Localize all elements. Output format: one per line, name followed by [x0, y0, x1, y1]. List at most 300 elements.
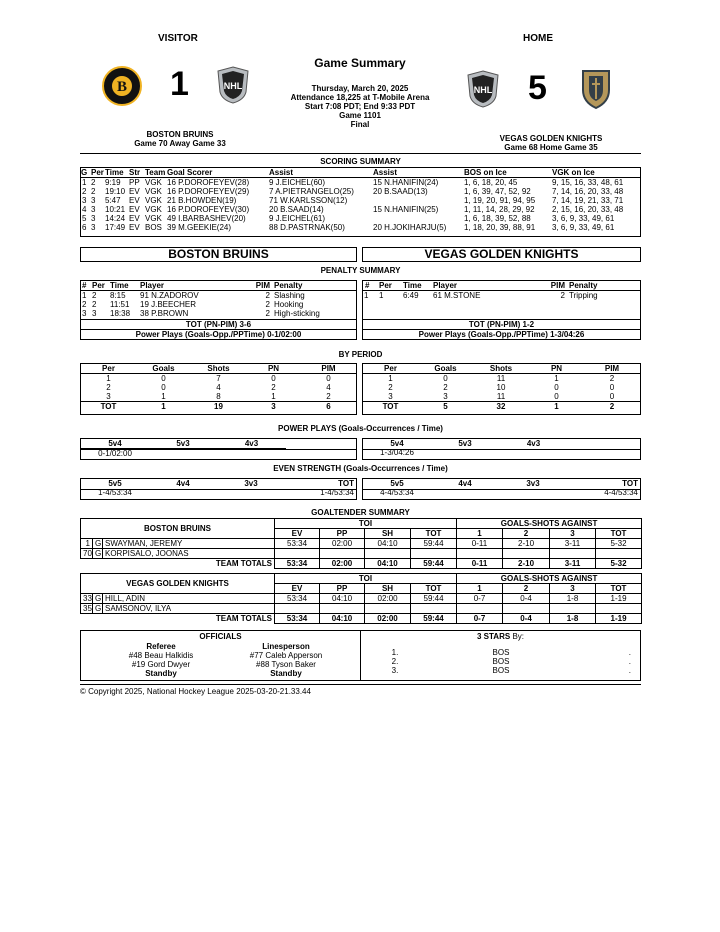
- scoring-cell: VGK: [145, 187, 162, 196]
- col-header: Shots: [489, 364, 513, 373]
- period-cell: 32: [496, 402, 506, 411]
- scoring-cell: BOS: [145, 223, 162, 232]
- gsa-value: 1-19: [596, 594, 642, 604]
- period-cell: 3: [443, 392, 448, 401]
- game-info: [260, 84, 460, 129]
- penalty-cell: 6:49: [403, 291, 419, 300]
- toi-value: [411, 604, 457, 614]
- gsa-value: 5-32: [596, 539, 642, 549]
- col-header: SH: [365, 529, 411, 539]
- col-header: G: [81, 168, 88, 177]
- goalie-row: [81, 539, 642, 549]
- period-row: [363, 392, 640, 402]
- power-plays-title: POWER PLAYS (Goals-Occurrences / Time): [278, 424, 443, 433]
- period-header-row: [81, 364, 356, 374]
- col-header: PIM: [550, 281, 565, 290]
- period-row: [363, 374, 640, 384]
- scoring-summary-box: [80, 167, 641, 237]
- period-cell: TOT: [382, 402, 399, 411]
- bos-by-period-table: [81, 364, 356, 411]
- col-header: PIM: [321, 364, 336, 373]
- scoring-cell: 17:49: [105, 223, 126, 232]
- penalty-cell: 1: [364, 291, 369, 300]
- penalty-cell: 19 J.BEECHER: [140, 300, 197, 309]
- col-header: Time: [403, 281, 422, 290]
- es-header-row: [363, 479, 640, 488]
- penalty-cell: 3: [82, 309, 87, 318]
- penalty-row: [81, 309, 356, 318]
- toi-value: 02:00: [320, 539, 365, 549]
- referee-label: Referee: [146, 642, 176, 651]
- divider: [363, 449, 640, 450]
- star-team: BOS: [492, 657, 510, 666]
- col-header: Per: [384, 364, 397, 373]
- penalty-row: [363, 291, 640, 301]
- period-cell: 0: [609, 392, 615, 401]
- nhl-shield-logo: [466, 70, 500, 108]
- penalty-summary-title: PENALTY SUMMARY: [320, 266, 401, 275]
- divider: [80, 153, 641, 154]
- toi-value: [365, 604, 411, 614]
- gsa-value: [457, 604, 503, 614]
- period-cell: 1: [161, 402, 166, 411]
- scoring-row: [81, 178, 640, 188]
- col-header: 3: [550, 529, 596, 539]
- vgk-by-period-box: [362, 363, 641, 415]
- referee-list: [111, 651, 211, 678]
- goalie-name: KORPISALO, JOONAS: [103, 549, 275, 559]
- period-cell: 0: [161, 374, 166, 383]
- gsa-value: [596, 604, 642, 614]
- toi-total: 04:10: [320, 614, 365, 624]
- penalty-cell: 2: [265, 291, 270, 300]
- period-row: [81, 374, 356, 384]
- goalie-row: [81, 594, 642, 604]
- goalie-position: G: [93, 594, 103, 604]
- col-header: 5v3: [176, 439, 190, 448]
- toi-value: 53:34: [275, 539, 320, 549]
- toi-value: 59:44: [411, 539, 457, 549]
- col-header: 4v4: [458, 479, 472, 488]
- vgk-by-period-table: [363, 364, 640, 411]
- scoring-cell: EV: [129, 214, 140, 223]
- goalie-group-header-row: [81, 574, 642, 584]
- period-cell: 0: [554, 392, 559, 401]
- team-totals-label: TEAM TOTALS: [81, 614, 275, 624]
- game-number: Game 1101: [339, 111, 381, 120]
- gsa-value: [503, 549, 550, 559]
- period-cell: 1: [106, 374, 111, 383]
- scoring-cell: 39 M.GEEKIE(24): [167, 223, 232, 232]
- col-header: 4v3: [526, 439, 541, 448]
- linesperson-list: [231, 651, 341, 678]
- gsa-label: GOALS-SHOTS AGAINST: [457, 574, 642, 584]
- col-header: PIM: [604, 364, 620, 373]
- star-rank: 2.: [391, 657, 399, 666]
- pp-header-row: [363, 439, 568, 448]
- period-cell: 3: [271, 402, 276, 411]
- left-team-header: BOSTON BRUINS: [80, 247, 357, 262]
- scoring-cell: 6: [82, 223, 87, 232]
- penalty-cell: Tripping: [569, 291, 598, 300]
- col-header: SH: [365, 584, 411, 594]
- officials-stars-box: [80, 630, 641, 681]
- toi-value: [320, 549, 365, 559]
- period-row: [363, 383, 640, 392]
- scoring-cell: 1, 6, 18, 20, 45: [464, 178, 518, 187]
- period-cell: 3: [106, 392, 111, 401]
- col-header: Player: [433, 281, 458, 290]
- bos-goalie-team: BOSTON BRUINS: [81, 519, 275, 539]
- home-label: HOME: [523, 33, 553, 44]
- toi-total: 04:10: [365, 559, 411, 569]
- scoring-cell: 20 B.SAAD(14): [269, 205, 324, 214]
- es-value: 4-4/53:34: [380, 488, 414, 497]
- gsa-value: 0-11: [457, 539, 503, 549]
- col-header: TOT: [596, 529, 642, 539]
- goalie-position: G: [93, 549, 103, 559]
- scoring-cell: 9 J.EICHEL(61): [269, 214, 326, 223]
- col-header: 1: [457, 584, 503, 594]
- svg-text:B: B: [116, 79, 128, 95]
- bos-goaltender-table: [80, 518, 642, 569]
- col-header: Per: [102, 364, 115, 373]
- scoring-summary-title: SCORING SUMMARY: [320, 157, 401, 166]
- vgk-goalie-team: VEGAS GOLDEN KNIGHTS: [81, 574, 275, 594]
- col-header: PP: [320, 584, 365, 594]
- period-cell: 2: [106, 383, 111, 392]
- col-header: Per: [91, 168, 104, 177]
- penalty-cell: 1: [82, 291, 87, 300]
- scoring-cell: 21 B.HOWDEN(19): [167, 196, 237, 205]
- scoring-cell: 3: [91, 223, 96, 232]
- star-player: .: [628, 648, 631, 657]
- bos-power-plays-box: [80, 438, 357, 460]
- period-cell: 8: [216, 392, 221, 401]
- period-row: [81, 392, 356, 402]
- referee-name: #48 Beau Halkidis: [128, 651, 194, 660]
- toi-total: 53:34: [275, 614, 320, 624]
- period-cell: 1: [388, 374, 393, 383]
- gsa-value: [503, 604, 550, 614]
- col-header: 2: [503, 529, 550, 539]
- stars-by: By:: [512, 632, 524, 641]
- bos-power-plays: Power Plays (Goals-Opp./PPTime) 0-1/02:00: [81, 329, 356, 340]
- col-header: PN: [267, 364, 280, 373]
- star-rank: 1.: [391, 648, 399, 657]
- star-team: BOS: [492, 648, 510, 657]
- game-start-end: Start 7:08 PDT; End 9:33 PDT: [304, 102, 416, 111]
- toi-value: [365, 549, 411, 559]
- scoring-header-row: [81, 168, 640, 178]
- period-cell: 1: [271, 392, 276, 401]
- period-cell: 2: [443, 383, 448, 392]
- scoring-cell: 5: [82, 214, 87, 223]
- scoring-cell: EV: [129, 205, 140, 214]
- bos-penalty-total: TOT (PN-PIM) 3-6: [81, 319, 356, 330]
- star-player: .: [628, 666, 631, 675]
- scoring-cell: 9, 15, 16, 33, 48, 61: [552, 178, 624, 187]
- period-cell: 4: [216, 383, 221, 392]
- col-header: EV: [275, 584, 320, 594]
- gsa-total: 0-11: [457, 559, 503, 569]
- scoring-table: [81, 168, 640, 232]
- period-cell: 2: [271, 383, 276, 392]
- penalty-cell: 2: [82, 300, 87, 309]
- penalty-cell: 3: [92, 309, 97, 318]
- period-cell: 0: [609, 383, 615, 392]
- scoring-cell: VGK: [145, 196, 162, 205]
- penalty-header-row: [81, 281, 356, 291]
- penalty-cell: Slashing: [274, 291, 305, 300]
- period-header-row: [363, 364, 640, 374]
- referee-name: #19 Gord Dwyer: [131, 660, 191, 669]
- scoring-cell: 3: [82, 196, 87, 205]
- toi-value: [275, 604, 320, 614]
- col-header: 4v4: [176, 479, 190, 488]
- col-header: 5v5: [390, 479, 404, 488]
- scoring-cell: 1: [82, 178, 87, 187]
- penalty-cell: 38 P.BROWN: [140, 309, 189, 318]
- period-cell: 1: [554, 402, 559, 411]
- scoring-cell: 14:24: [105, 214, 126, 223]
- vgk-penalty-table: [363, 281, 640, 300]
- period-total-row: [363, 402, 640, 412]
- stars-title: 3 STARS: [477, 632, 511, 641]
- col-header: Penalty: [274, 281, 303, 290]
- game-status: Final: [350, 120, 370, 129]
- svg-text:NHL: NHL: [473, 85, 493, 95]
- scoring-cell: 3, 6, 9, 33, 49, 61: [552, 223, 615, 232]
- star-player: .: [628, 657, 631, 666]
- penalty-cell: 11:51: [110, 300, 130, 309]
- bos-by-period-box: [80, 363, 357, 415]
- page-title: Game Summary: [314, 56, 406, 70]
- linesperson-name: #77 Caleb Apperson: [249, 651, 323, 660]
- period-cell: 2: [326, 392, 331, 401]
- divider: [81, 489, 356, 490]
- scoring-cell: 7, 14, 19, 21, 33, 71: [552, 196, 624, 205]
- period-cell: 7: [216, 374, 221, 383]
- es-header-row: [81, 479, 356, 488]
- toi-value: [320, 604, 365, 614]
- col-header: Assist: [373, 168, 398, 177]
- penalty-header-row: [363, 281, 640, 291]
- goalie-name: SAMSONOV, ILYA: [103, 604, 275, 614]
- toi-value: 53:34: [275, 594, 320, 604]
- vgk-penalty-box: [362, 280, 641, 340]
- penalty-cell: 8:15: [110, 291, 126, 300]
- col-header: BOS on Ice: [464, 168, 507, 177]
- scoring-cell: 7, 14, 16, 20, 33, 48: [552, 187, 624, 196]
- divider: [80, 684, 641, 685]
- scoring-cell: 16 P.DOROFEYEV(28): [167, 178, 250, 187]
- scoring-cell: 3: [91, 205, 96, 214]
- scoring-cell: VGK: [145, 214, 162, 223]
- toi-total: 59:44: [411, 614, 457, 624]
- period-cell: 2: [609, 374, 615, 383]
- linesperson-name: #88 Tyson Baker: [256, 660, 316, 669]
- game-attendance: Attendance 18,225 at T-Mobile Arena: [290, 93, 430, 102]
- period-cell: 0: [161, 383, 166, 392]
- scoring-cell: 2: [82, 187, 87, 196]
- bos-penalty-table: [81, 281, 356, 318]
- goalie-row: [81, 549, 642, 559]
- period-cell: 2: [609, 402, 615, 411]
- right-team-header: VEGAS GOLDEN KNIGHTS: [362, 247, 641, 262]
- gsa-total: 3-11: [550, 559, 596, 569]
- penalty-cell: 2: [560, 291, 565, 300]
- goalie-name: HILL, ADIN: [103, 594, 275, 604]
- toi-label: TOI: [275, 574, 457, 584]
- penalty-cell: 2: [265, 309, 270, 318]
- col-header: TOT: [338, 479, 354, 488]
- gsa-value: [550, 604, 596, 614]
- goalie-number: 35: [81, 604, 93, 614]
- visitor-game-count: Game 70 Away Game 33: [134, 139, 226, 148]
- star-row: [361, 657, 640, 666]
- col-header: 5v4: [390, 439, 404, 448]
- golden-knights-logo: [580, 68, 612, 110]
- scoring-cell: VGK: [145, 178, 162, 187]
- referee-standby: Standby: [145, 669, 177, 678]
- col-header: Goals: [434, 364, 457, 373]
- scoring-cell: 88 D.PASTRNAK(50): [269, 223, 345, 232]
- gsa-total: 0-4: [503, 614, 550, 624]
- vgk-penalty-total: TOT (PN-PIM) 1-2: [363, 319, 640, 330]
- by-period-title: BY PERIOD: [338, 350, 383, 359]
- col-header: Shots: [207, 364, 230, 373]
- visitor-team-block: [100, 130, 260, 148]
- col-header: Goals: [152, 364, 175, 373]
- col-header: Penalty: [569, 281, 598, 290]
- goalie-position: G: [93, 604, 103, 614]
- toi-total: 53:34: [275, 559, 320, 569]
- scoring-cell: 19:10: [105, 187, 126, 196]
- goalie-group-header-row: [81, 519, 642, 529]
- es-value: 1-4/53:34: [98, 488, 132, 497]
- scoring-row: [81, 187, 640, 196]
- scoring-cell: 15 N.HANIFIN(25): [373, 205, 439, 214]
- team-totals-label: TEAM TOTALS: [81, 559, 275, 569]
- home-team-block: [462, 134, 640, 152]
- penalty-cell: 2: [92, 300, 97, 309]
- scoring-cell: 1, 19, 20, 91, 94, 95: [464, 196, 536, 205]
- scoring-cell: 2: [91, 178, 96, 187]
- home-score: 5: [528, 69, 547, 107]
- scoring-cell: 71 W.KARLSSON(12): [269, 196, 348, 205]
- col-header: #: [82, 281, 87, 290]
- goaltender-summary-title: GOALTENDER SUMMARY: [311, 508, 410, 517]
- toi-total: 02:00: [320, 559, 365, 569]
- gsa-value: 3-11: [550, 539, 596, 549]
- even-strength-title: EVEN STRENGTH (Goals-Occurrences / Time): [273, 464, 448, 473]
- gsa-value: 1-8: [550, 594, 596, 604]
- scoring-cell: 49 I.BARBASHEV(20): [167, 214, 246, 223]
- scoring-cell: 7 A.PIETRANGELO(25): [269, 187, 354, 196]
- scoring-cell: 15 N.HANIFIN(24): [373, 178, 439, 187]
- penalty-cell: 2: [92, 291, 97, 300]
- visitor-score: 1: [170, 65, 189, 103]
- gsa-total: 1-8: [550, 614, 596, 624]
- penalty-cell: 2: [265, 300, 270, 309]
- star-row: [361, 648, 640, 657]
- scoring-cell: 9 J.EICHEL(60): [269, 178, 326, 187]
- bos-even-strength-box: [80, 478, 357, 500]
- divider: [363, 489, 640, 490]
- vgk-power-plays-box: [362, 438, 641, 460]
- penalty-cell: High-sticking: [274, 309, 320, 318]
- gsa-total: 5-32: [596, 559, 642, 569]
- scoring-cell: [371, 196, 462, 205]
- toi-total: 59:44: [411, 559, 457, 569]
- col-header: 5v4: [108, 439, 122, 448]
- linesperson-label: Linesperson: [262, 642, 310, 651]
- col-header: Player: [140, 281, 165, 290]
- scoring-cell: 5:47: [105, 196, 121, 205]
- toi-value: [275, 549, 320, 559]
- col-header: 2: [503, 584, 550, 594]
- vgk-goaltender-table: [80, 573, 642, 624]
- stars-title-line: [361, 632, 640, 641]
- col-header: PP: [320, 529, 365, 539]
- gsa-value: [550, 549, 596, 559]
- col-header: Time: [105, 168, 124, 177]
- scoring-cell: 4: [82, 205, 87, 214]
- linesperson-standby: Standby: [270, 669, 302, 678]
- toi-label: TOI: [275, 519, 457, 529]
- col-header: 3: [550, 584, 596, 594]
- star-rank: 3.: [391, 666, 399, 675]
- penalty-cell: 91 N.ZADOROV: [140, 291, 199, 300]
- nhl-shield-logo: [216, 66, 250, 104]
- penalty-cell: 1: [379, 291, 384, 300]
- col-header: Str: [129, 168, 141, 177]
- col-header: TOT: [622, 479, 638, 488]
- penalty-cell: 18:38: [110, 309, 131, 318]
- gsa-label: GOALS-SHOTS AGAINST: [457, 519, 642, 529]
- scoring-row: [81, 196, 640, 205]
- period-cell: TOT: [100, 402, 117, 411]
- period-cell: 0: [554, 383, 559, 392]
- visitor-team-name: BOSTON BRUINS: [146, 130, 214, 139]
- gsa-total: 0-7: [457, 614, 503, 624]
- star-team: BOS: [492, 666, 510, 675]
- scoring-cell: 2, 15, 16, 20, 33, 48: [552, 205, 624, 214]
- scoring-cell: 3, 6, 9, 33, 49, 61: [552, 214, 615, 223]
- goalie-row: [81, 604, 642, 614]
- col-header: TOT: [411, 529, 457, 539]
- vgk-pp-table: [363, 439, 568, 457]
- period-cell: 2: [388, 383, 393, 392]
- col-header: Per: [379, 281, 392, 290]
- scoring-row: [81, 214, 640, 223]
- scoring-cell: 3: [91, 214, 96, 223]
- toi-value: 59:44: [411, 594, 457, 604]
- scoring-cell: PP: [129, 178, 140, 187]
- col-header: 1: [457, 529, 503, 539]
- col-header: #: [365, 281, 370, 290]
- scoring-cell: EV: [129, 187, 140, 196]
- period-cell: 0: [271, 374, 276, 383]
- gsa-value: [457, 549, 503, 559]
- scoring-cell: 16 P.DOROFEYEV(29): [167, 187, 250, 196]
- gsa-value: 0-7: [457, 594, 503, 604]
- goalie-number: 33: [81, 594, 93, 604]
- goalie-totals-row: [81, 559, 642, 569]
- scoring-cell: 1, 18, 20, 39, 88, 91: [464, 223, 536, 232]
- es-value: 1-4/53:34: [320, 488, 354, 497]
